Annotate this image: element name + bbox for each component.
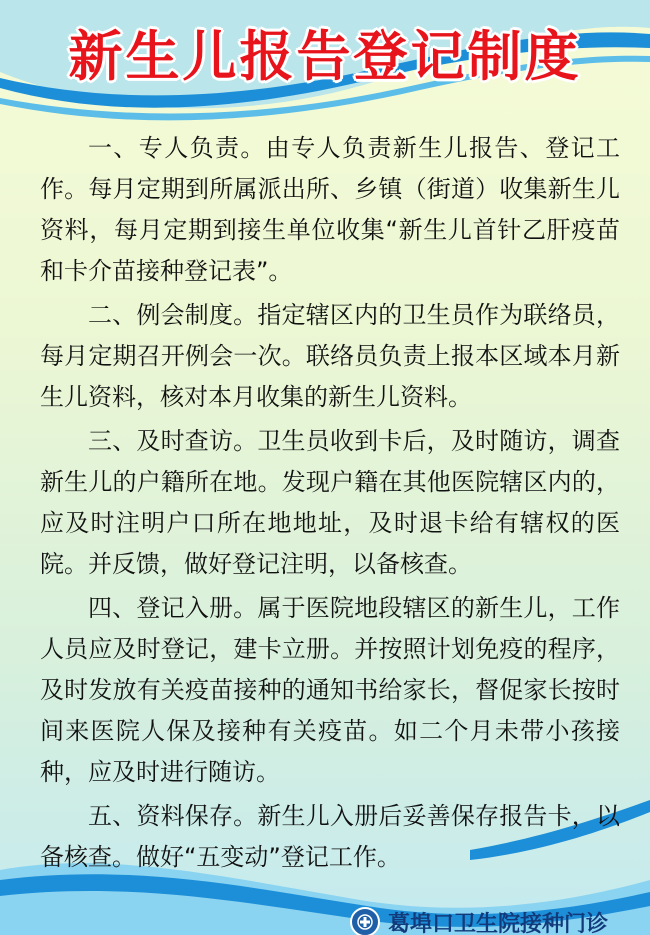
hospital-emblem-icon	[350, 907, 380, 935]
regulation-paragraph-3: 三、及时查访。卫生员收到卡后，及时随访，调查新生儿的户籍所在地。发现户籍在其他医院辖区内的，应及时注明户口所在地地址，及时退卡给有辖权的医院。并反馈，做好登记注明，以备核查。	[40, 427, 620, 578]
regulation-paragraph-1: 一、专人负责。由专人负责新生儿报告、登记工作。每月定期到所属派出所、乡镇（街道）收集新生儿资料，每月定期到接生单位收集“新生儿首针乙肝疫苗和卡介苗接种登记表”。	[40, 134, 620, 285]
regulation-paragraph-5: 五、资料保存。新生儿入册后妥善保存报告卡，以备核查。做好“五变动”登记工作。	[40, 802, 620, 871]
clinic-name: 葛埠口卫生院接种门诊	[388, 910, 609, 935]
footer	[350, 907, 608, 935]
regulation-body	[40, 128, 644, 881]
regulation-paragraph-2: 二、例会制度。指定辖区内的卫生员作为联络员，每月定期召开例会一次。联络员负责上报本区域本月新生儿资料，核对本月收集的新生儿资料。	[40, 301, 620, 411]
poster-title: 新生儿报告登记制度	[68, 25, 582, 88]
regulation-paragraph-4: 四、登记入册。属于医院地段辖区的新生儿，工作 人员应及时登记，建卡立册。并按照计划免疫的程序，及时发放有关疫苗接种的通知书给家长，督促家长按时间来医院人保及接种有关疫苗。如二个月未带小孩接种，应及时进行随访。	[40, 594, 644, 786]
